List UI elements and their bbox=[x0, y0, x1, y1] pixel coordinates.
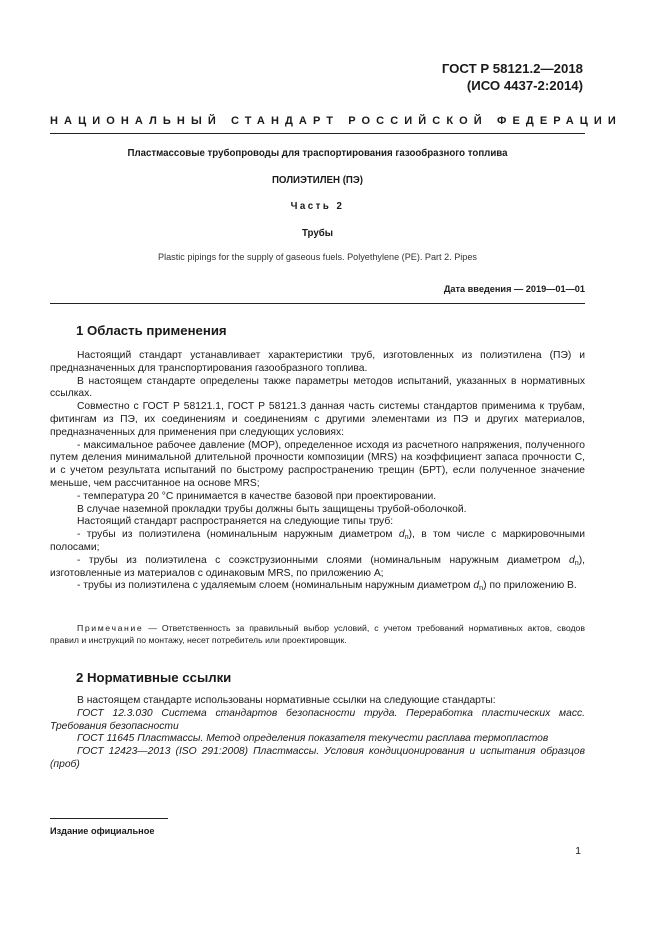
part-number: Часть 2 bbox=[290, 201, 345, 212]
pipe-type-item: - трубы из полиэтилена с удаляемым слоем (номинальным наружным диаметром $d_n$) по приложению В. bbox=[77, 580, 577, 593]
scope-paragraph: Совместно с ГОСТ Р 58121.1, ГОСТ Р 58121.3 данная часть системы стандартов применима к трубам, фитингам из ПЭ, их соединениям и соединениям с другими элементами из ПЭ и других материалов, предназначенных для применения при следующих условиях: bbox=[50, 401, 585, 438]
pipe-type-item: - трубы из полиэтилена (номинальным наружным диаметром $d_n$), в том числе с маркировочными полосами; bbox=[50, 529, 586, 553]
section-1-body bbox=[50, 350, 585, 593]
references-intro: В настоящем стандарте использованы нормативные ссылки на следующие стандарты: bbox=[77, 695, 496, 706]
note-label: Примечание bbox=[77, 623, 144, 633]
scope-paragraph: В случае наземной прокладки трубы должны быть защищены трубой-оболочкой. bbox=[77, 503, 467, 515]
section-2-heading: 2 Нормативные ссылки bbox=[76, 670, 232, 685]
scope-paragraph: - температура 20 °С принимается в качестве базовой при проектировании. bbox=[77, 490, 437, 502]
diameter-subscript: n bbox=[404, 532, 409, 542]
intro-divider bbox=[50, 303, 585, 304]
scope-paragraph: Настоящий стандарт устанавливает характеристики труб, изготовленных из полиэтилена (ПЭ) и предназначенных для транспортирования газообразного топлива. bbox=[50, 350, 585, 374]
diameter-symbol: d bbox=[568, 554, 575, 566]
diameter-subscript: n bbox=[574, 557, 579, 567]
section-1-heading: 1 Область применения bbox=[76, 323, 227, 338]
document-subtitle: ПОЛИЭТИЛЕН (ПЭ) bbox=[271, 175, 364, 186]
scope-paragraph: В настоящем стандарте определены также параметры методов испытаний, указанных в нормативных ссылках. bbox=[50, 375, 585, 400]
standard-designation bbox=[442, 60, 583, 94]
scope-paragraph: Настоящий стандарт распространяется на следующие типы труб: bbox=[77, 516, 394, 528]
document-title: Пластмассовые трубопроводы для траспортирования газообразного топлива bbox=[127, 148, 508, 159]
designation-gost: ГОСТ Р 58121.2—2018 bbox=[441, 61, 583, 76]
designation-iso: (ИСО 4437-2:2014) bbox=[466, 78, 583, 93]
official-edition-label: Издание официальное bbox=[50, 826, 155, 836]
national-standard-banner: НАЦИОНАЛЬНЫЙ СТАНДАРТ РОССИЙСКОЙ ФЕДЕРАЦИИ bbox=[50, 115, 622, 127]
english-title: Plastic pipings for the supply of gaseous fuels. Polyethylene (PE). Part 2. Pipes bbox=[158, 252, 477, 262]
note-text: — Ответственность за правильный выбор условий, с учетом требований нормативных актов, сводов правил и инструкций по монтажу, несет потребитель или проектировщик. bbox=[50, 623, 585, 645]
footer-divider bbox=[50, 818, 168, 819]
page-number: 1 bbox=[575, 846, 581, 857]
reference-item: ГОСТ 11645 Пластмассы. Метод определения показателя текучести расплава термопластов bbox=[77, 733, 549, 745]
header-divider bbox=[50, 133, 585, 134]
reference-item: ГОСТ 12423—2013 (ISO 291:2008) Пластмассы. Условия кондиционирования и испытания образцов (проб) bbox=[50, 746, 585, 770]
section-2-body bbox=[50, 695, 585, 772]
note-block bbox=[50, 622, 585, 646]
diameter-subscript: n bbox=[479, 583, 484, 593]
diameter-symbol: d bbox=[473, 580, 480, 592]
pipe-type-item: - трубы из полиэтилена с соэкструзионными слоями (номинальным наружным диаметром $d_n$), изготовленные из материалов с одинаковым MRS, по приложению А; bbox=[50, 554, 585, 579]
reference-item: ГОСТ 12.3.030 Система стандартов безопасности труда. Переработка пластических масс. Требования безопасности bbox=[50, 707, 585, 732]
part-title: Трубы bbox=[302, 228, 333, 239]
scope-paragraph: - максимальное рабочее давление (МОР), определенное исходя из расчетного напряжения, полученного путем деления минимальной длительной прочности композиции (MRS) на коэффициент запаса прочности С, и с учетом результата испытаний по быстрому распространению трещин (БРТ), если полученное значение меньше, чем рассчитанное на основе MRS; bbox=[50, 439, 585, 489]
diameter-symbol: d bbox=[398, 529, 405, 541]
introduction-date: Дата введения — 2019—01—01 bbox=[443, 284, 585, 294]
